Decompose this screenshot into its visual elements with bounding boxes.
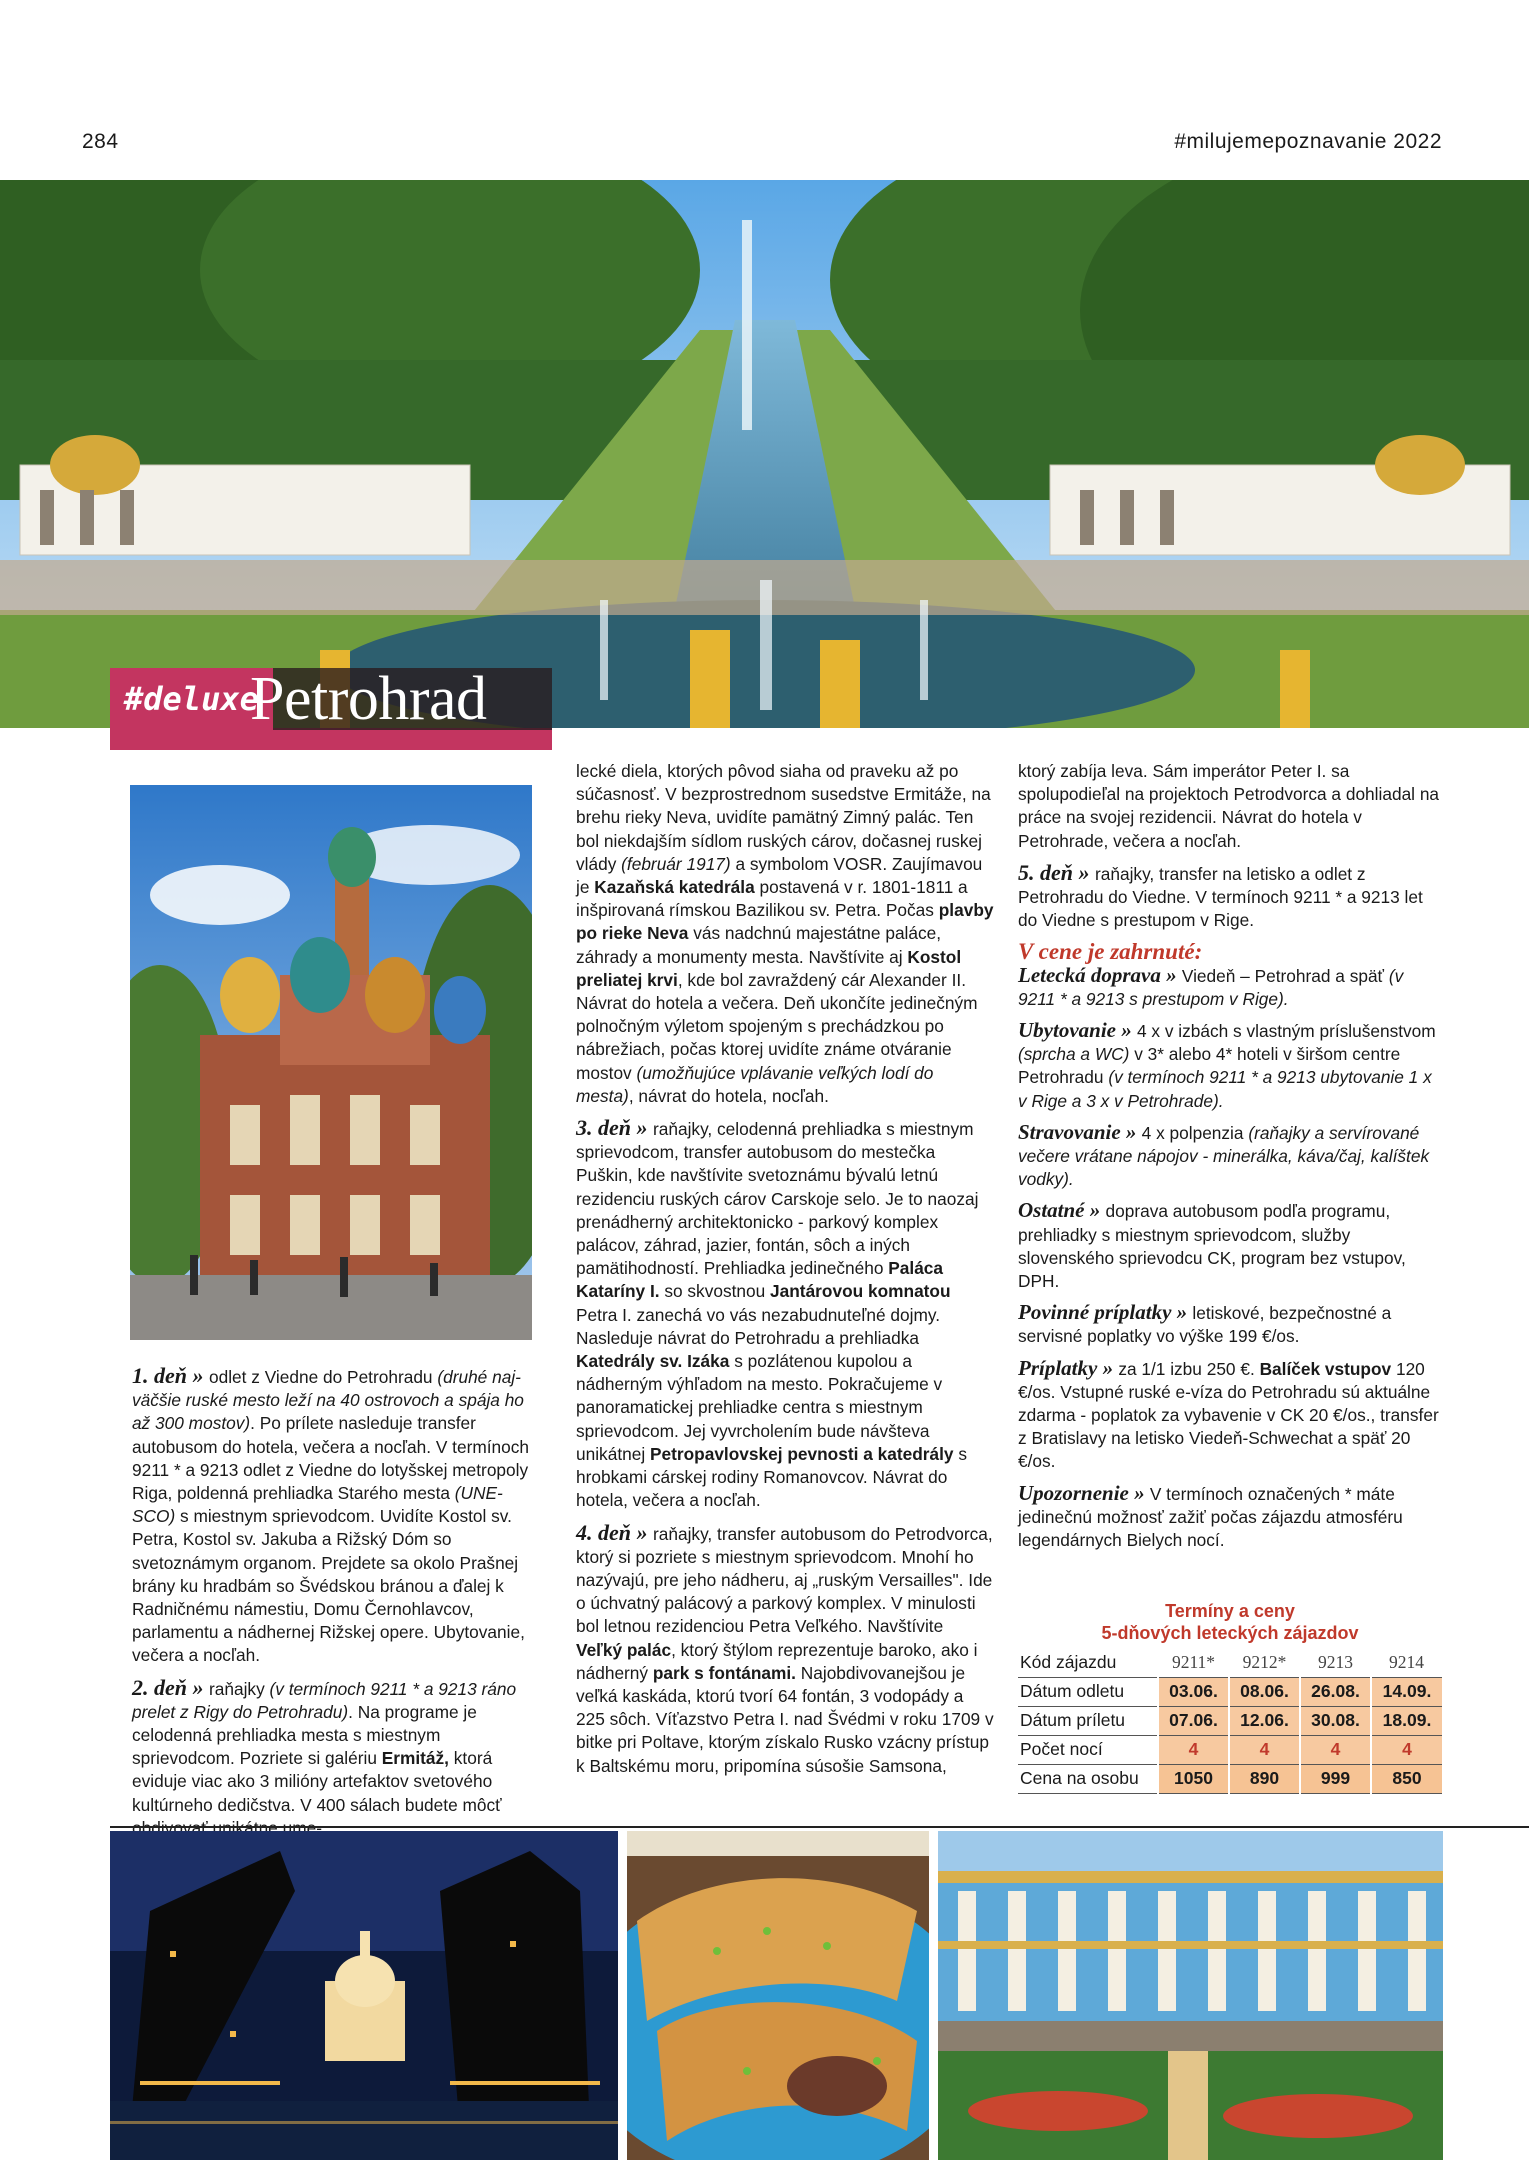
row-label: Dátum odletu (1018, 1677, 1158, 1706)
price-cell: 08.06. (1229, 1677, 1300, 1706)
price-row (1018, 1648, 1442, 1677)
palace-photo (938, 1831, 1443, 2160)
text-run: Najobdivovanejšou je veľká kaskáda, ktorú tvorí 64 fontán, 3 vodopády a 225 sôch. Víťazstvo Petra I. nad Švédmi v roku 1709 v bitke pri Poltave, ktorým získalo Rusko vzácny prístup k Baltskému moru, pripomína súsošie Samsona, (576, 1662, 994, 1776)
item-label: Stravovanie » (1018, 1119, 1142, 1144)
text-run: (sprcha a WC) (1018, 1044, 1130, 1065)
cathedral-photo (130, 785, 532, 1340)
price-cell: 03.06. (1158, 1677, 1229, 1706)
paragraph (1018, 1199, 1442, 1293)
text-run: Veľký palác (576, 1639, 672, 1660)
text-run: a symbolom VOSR. Zaujímavou je (576, 853, 983, 898)
item-label: Letecká doprava » (1018, 962, 1182, 987)
text-run: Ermitáž, (381, 1748, 449, 1769)
text-run: 120 €/os. Vstupné ruské e-víza do Petrohradu sú aktuálne zdarma - poplatok za vybavenie v CK 20 €/os., transfer z Bratislavy na letisko Viedeň-Schwechat a späť 20 €/os. (1018, 1358, 1439, 1472)
price-table-title: Termíny a ceny (1165, 1601, 1295, 1621)
day-heading: 5. deň » (1018, 859, 1095, 885)
price-cell: 12.06. (1229, 1706, 1300, 1735)
text-run: 4 x v izbách s vlastným príslušenstvom (1136, 1021, 1436, 1042)
title-banner (110, 665, 552, 750)
paragraph (1018, 1121, 1442, 1192)
price-row (1018, 1764, 1442, 1793)
paragraph (576, 1116, 994, 1512)
item-label: Povinné príplatky » (1018, 1300, 1193, 1325)
page-number: 284 (82, 130, 119, 153)
price-cell: 07.06. (1158, 1706, 1229, 1735)
text-column-1 (132, 1364, 542, 1840)
section-divider (110, 1826, 1529, 1828)
text-column-3 (1018, 760, 1442, 1552)
text-run: lecké diela, ktorých pôvod siaha od praveku až po súčasnosť. V bezprostrednom susedstve Ermitáže, na brehu rieky Neva, uvidíte pamätný Zimný palác. Ten bol niekdajším sídlom ruských cárov, dočasnej ruskej vlády (576, 761, 991, 874)
day-heading: 2. deň » (132, 1674, 209, 1700)
text-run: Jantárovou komnatou (770, 1281, 951, 1302)
text-run: (v termínoch 9211 * a 9213 ubytovanie 1 x v Rige a 3 x v Petrohrade). (1018, 1067, 1432, 1111)
day-heading: 4. deň » (576, 1519, 653, 1545)
text-run: odlet z Viedne do Petrohradu (209, 1367, 438, 1387)
price-cell: 18.09. (1371, 1706, 1442, 1735)
price-table-section (1018, 1600, 1442, 1794)
row-label: Kód zájazdu (1018, 1648, 1158, 1677)
item-label: Ubytovanie » (1018, 1018, 1137, 1043)
text-run: postavená v r. 1801-1811 a inšpirovaná rímskou Bazilikou sv. Petra. Počas (576, 877, 968, 921)
price-cell: 9212* (1229, 1648, 1300, 1677)
text-run: v 3* alebo 4* hoteli v širšom centre Petrohradu (1018, 1044, 1401, 1088)
text-run: za 1/1 izbu 250 €. (1118, 1358, 1260, 1379)
included-heading: V cene je zahrnuté: (1018, 939, 1203, 965)
text-run: . Na programe je celodenná prehliadka mesta s miestnym sprievodcom. Pozriete si galériu (132, 1701, 477, 1769)
row-label: Dátum príletu (1018, 1706, 1158, 1735)
text-run: doprava autobusom podľa programu, prehliadky s miestnym sprievodcom, služby slovenského sprievodcu CK, program bez vstupov, DPH. (1018, 1201, 1406, 1292)
text-run: (UNE-SCO) (132, 1483, 503, 1527)
text-run: raňajky, transfer autobusom do Petrodvorca, ktorý si pozriete s miestnym sprievodcom. Mnohí ho nazývajú, pre jeho nádheru, aj „ruským Versailles". Ide o úchvatný palácový a parkový komplex. V minulosti bol letnou rezidenciou Petra Veľkého. Navštívite (576, 1523, 993, 1637)
text-run: (v termínoch 9211 * a 9213 ráno prelet z Rigy do Petrohradu) (132, 1678, 517, 1722)
text-run: plavby po rieke Neva (576, 900, 994, 944)
price-cell: 26.08. (1300, 1677, 1371, 1706)
item-label: Ostatné » (1018, 1198, 1106, 1223)
day5-block (1018, 760, 1442, 932)
page-title: Petrohrad (250, 665, 487, 733)
text-run: s pozlátenou kupolou a nádherným výhľadom na mesto. Pokračujeme v panoramatickej prehliadke centra s miestnym sprievodcom. Jej vyvrcholením bude návšteva unikátnej (576, 1351, 943, 1464)
price-row (1018, 1706, 1442, 1735)
price-row (1018, 1735, 1442, 1764)
text-run: s miestnym sprievodcom. Uvidíte Kostol sv. Petra, Kostol sv. Jakuba a Rižský Dóm so svetoznámym organom. Prejdete sa okolo Prašnej brány ku hradbám so Švédskou bránou a ďalej k Radničnému námestiu, Domu Černohlavcov, parlamentu a nádhernej Rižskej opere. Ubytovanie, večera a nocľah. (132, 1506, 525, 1666)
item-label: Príplatky » (1018, 1355, 1119, 1380)
text-column-2 (576, 760, 994, 1778)
price-cell: 14.09. (1371, 1677, 1442, 1706)
paragraph (132, 1364, 542, 1668)
paragraph (1018, 760, 1442, 853)
price-cell: 4 (1158, 1735, 1229, 1764)
text-run: (umožňujúce vplávanie veľkých lodí do mesta) (576, 1062, 934, 1106)
text-run: raňajky, transfer na letisko a odlet z Petrohradu do Viedne. V termínoch 9211 * a 9213 let do Viedne s prestupom v Rige. (1018, 863, 1423, 931)
text-run: Petra I. zanechá vo vás nezabudnuteľné dojmy. Nasleduje návrat do Petrohradu a prehliadka (576, 1304, 941, 1348)
paragraph (1018, 1301, 1442, 1348)
text-run: (v 9211 * a 9213 s prestupom v Rige). (1018, 965, 1404, 1009)
item-label: Upozornenie » (1018, 1480, 1150, 1505)
price-cell: 999 (1300, 1764, 1371, 1793)
text-run: Kazaňská katedrála (594, 877, 755, 898)
text-run: ktorý zabíja leva. Sám imperátor Peter I. sa spolupodieľal na projektoch Petrodvorca a dohliadal na práce na svojej rezidencii. Návrat do hotela v Petrohrade, večera a nocľah. (1018, 761, 1440, 851)
text-run: so skvostnou (659, 1281, 771, 1302)
paragraph (576, 1521, 994, 1778)
price-cell: 4 (1371, 1735, 1442, 1764)
text-run: letiskové, bezpečnostné a servisné poplatky vo výške 199 €/os. (1018, 1303, 1392, 1347)
text-run: , návrat do hotela, nocľah. (628, 1085, 829, 1106)
text-run: park s fontánami. (652, 1662, 796, 1683)
paragraph (1018, 1019, 1442, 1113)
price-row (1018, 1677, 1442, 1706)
price-cell: 9214 (1371, 1648, 1442, 1677)
price-cell: 4 (1229, 1735, 1300, 1764)
price-table-subtitle: 5-dňových leteckých zájazdov (1101, 1623, 1359, 1643)
text-run: Balíček vstupov (1259, 1358, 1392, 1379)
text-run: V termínoch označených * máte jedinečnú možnosť zažiť počas zájazdu atmosféru legendárnych Bielych nocí. (1018, 1483, 1403, 1551)
row-label: Cena na osobu (1018, 1764, 1158, 1793)
price-cell: 1050 (1158, 1764, 1229, 1793)
row-label: Počet nocí (1018, 1735, 1158, 1764)
paragraph (1018, 1482, 1442, 1553)
price-cell: 9213 (1300, 1648, 1371, 1677)
text-run: Katedrály sv. Izáka (576, 1351, 730, 1372)
price-cell: 850 (1371, 1764, 1442, 1793)
hero-photo (0, 180, 1529, 728)
paragraph (1018, 861, 1442, 933)
text-run: vás nadchnú majestátne paláce, záhrady a monumenty mesta. Navštívite aj (576, 923, 942, 967)
food-photo (627, 1831, 929, 2160)
text-run: (február 1917) (621, 853, 731, 874)
text-run: raňajky (209, 1678, 270, 1699)
paragraph (132, 1676, 542, 1840)
deluxe-badge: #deluxe (110, 668, 273, 730)
paragraph (1018, 1357, 1442, 1474)
price-cell: 890 (1229, 1764, 1300, 1793)
included-list (1018, 964, 1442, 1553)
paragraph (1018, 964, 1442, 1011)
text-run: Viedeň – Petrohrad a späť (1181, 965, 1389, 986)
text-run: ktorá eviduje viac ako 3 milióny artefaktov svetového kultúrneho dedičstva. V 400 sálach budete môcť (132, 1748, 502, 1815)
bridge-photo (110, 1831, 618, 2160)
paragraph (576, 760, 994, 1108)
page-hashtag: #milujemepoznavanie 2022 (1174, 130, 1442, 153)
day-heading: 3. deň » (576, 1115, 653, 1141)
text-run: Petropavlovskej pevnosti a katedrály (649, 1443, 954, 1464)
text-run: s hrobkami cárskej rodiny Romanovcov. Návrat do hotela, večera a nocľah. (576, 1443, 967, 1511)
price-cell: 30.08. (1300, 1706, 1371, 1735)
price-table (1018, 1648, 1442, 1794)
text-run: (raňajky a servírované večere vrátane nápojov - minerálka, káva/čaj, kalíštek vodky). (1018, 1122, 1430, 1190)
text-run: Kostol preliatej krvi (576, 946, 962, 990)
text-run: . Po prílete nasleduje transfer autobusom do hotela, večera a nocľah. V termínoch 9211 * a 9213 odlet z Viedne do lotyšskej metropoly Riga, poldenná prehliadka Starého mesta (132, 1413, 529, 1504)
text-run: Paláca Kataríny I. (576, 1258, 944, 1302)
text-run: , ktorý štýlom reprezentuje baroko, ako i nádherný (576, 1639, 978, 1683)
text-run: 4 x polpenzia (1141, 1122, 1249, 1143)
day-heading: 1. deň » (132, 1363, 209, 1388)
price-cell: 9211* (1158, 1648, 1229, 1677)
price-cell: 4 (1300, 1735, 1371, 1764)
text-run: , kde bol zavraždený cár Alexander II. Návrat do hotela a večera. Deň ukončíte jedinečným polnočným výletom spojeným s prechádzkou po nábrežiach, počas ktorej uvidíte známe otváranie mostov (576, 969, 978, 1083)
text-run: (druhé naj-väčšie ruské mesto leží na 40 ostrovoch a spája ho až 300 mostov) (132, 1367, 524, 1434)
text-run: raňajky, celodenná prehliadka s miestnym sprievodcom, transfer autobusom do mestečka Puškin, kde navštívite svetoznámu bývalú letnú rezidenciu ruských cárov Carskoje selo. Je to naozaj prenádherný architektonicko - parkový komplex palácov, záhrad, jazier, fontán, sôch a iných pamätihodností. Prehliadka jedinečného (576, 1119, 979, 1279)
